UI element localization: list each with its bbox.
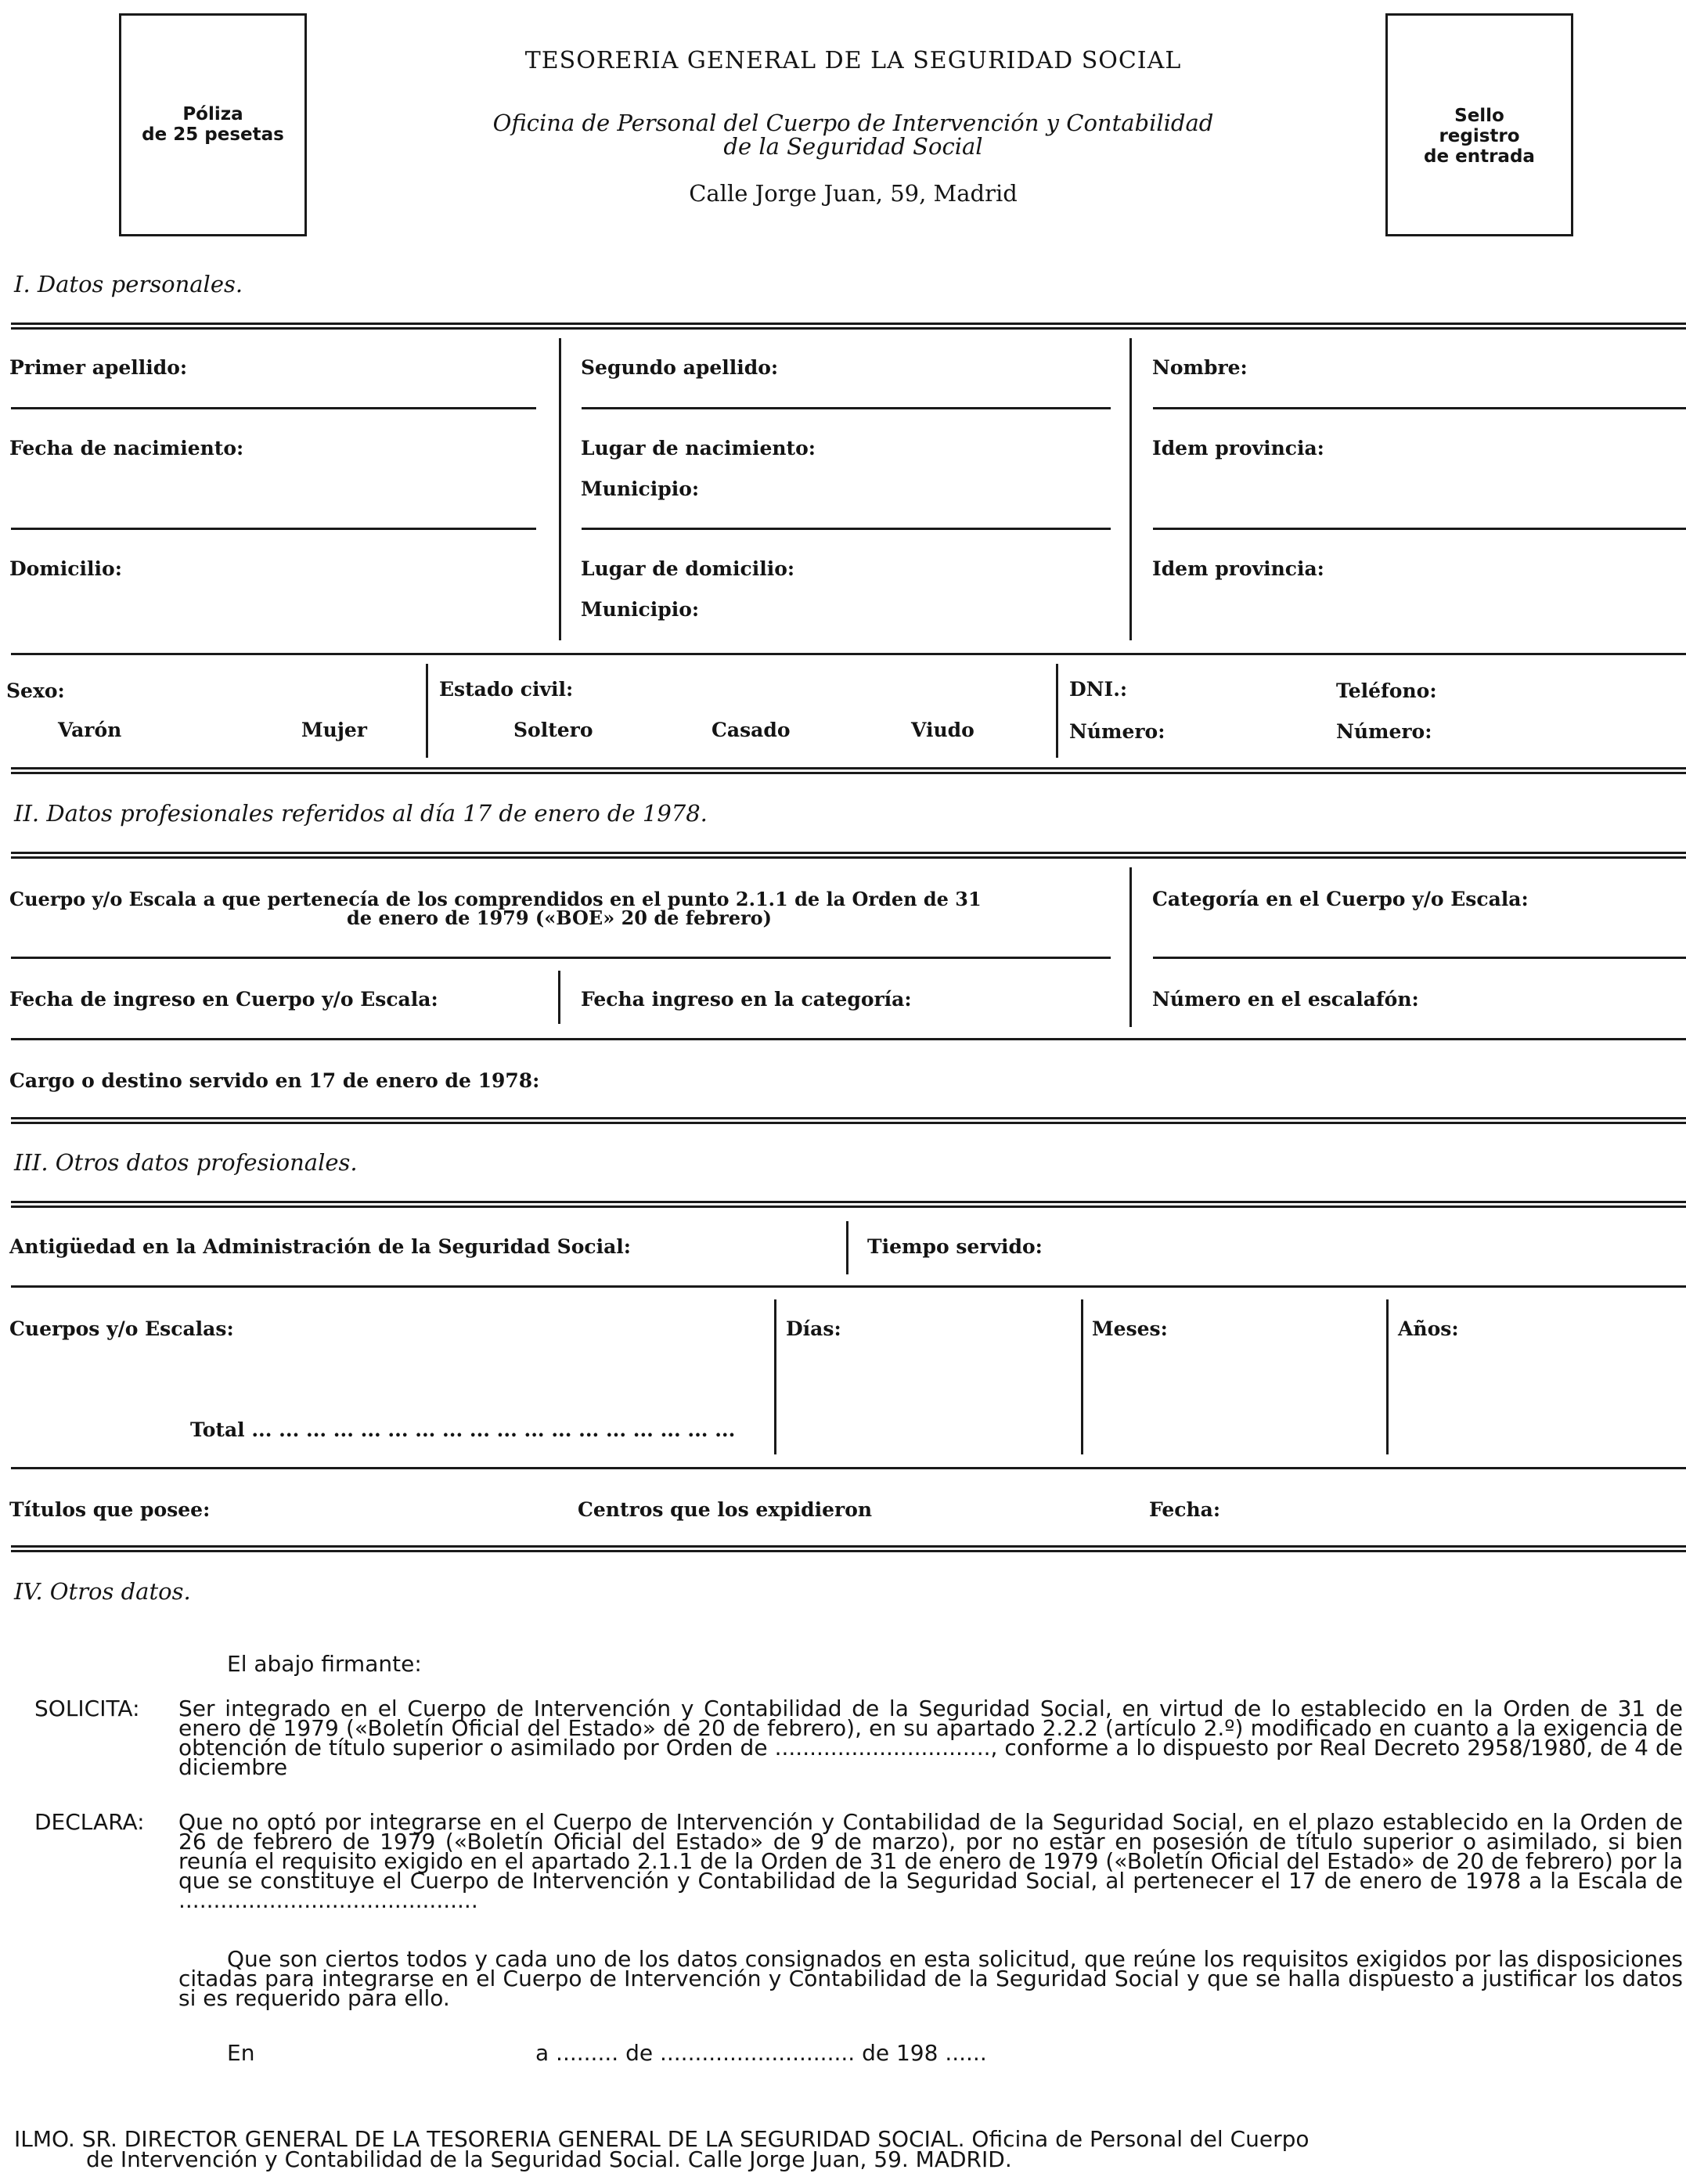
idem-provincia-nac-label: Idem provincia: bbox=[1152, 437, 1324, 460]
tiempo-label: Tiempo servido: bbox=[867, 1235, 1043, 1258]
poliza-text-1: Póliza bbox=[182, 104, 243, 124]
lugar-nacimiento-label: Lugar de nacimiento: bbox=[581, 437, 816, 460]
section-4-title: IV. Otros datos. bbox=[14, 1578, 191, 1605]
rule bbox=[11, 1285, 1686, 1288]
sello-text-2: registro bbox=[1439, 126, 1520, 146]
antiguedad-label: Antigüedad en la Administración de la Seguridad Social: bbox=[9, 1235, 632, 1258]
address: Calle Jorge Juan, 59, Madrid bbox=[689, 180, 1018, 207]
rule bbox=[11, 407, 536, 409]
fecha-nacimiento-label: Fecha de nacimiento: bbox=[9, 437, 244, 460]
declara-label: DECLARA: bbox=[34, 1809, 145, 1835]
rule bbox=[11, 653, 1686, 655]
viudo-option: Viudo bbox=[911, 719, 974, 741]
domicilio-label: Domicilio: bbox=[9, 557, 122, 580]
rule bbox=[11, 1038, 1686, 1040]
municipio-nac-label: Municipio: bbox=[581, 478, 700, 500]
rule bbox=[11, 323, 1686, 330]
rule bbox=[1153, 957, 1686, 959]
divider bbox=[846, 1221, 848, 1274]
rule bbox=[11, 957, 1111, 959]
divider bbox=[1129, 338, 1132, 640]
office-line-2: de la Seguridad Social bbox=[723, 133, 983, 160]
que-text: Que son ciertos todos y cada uno de los datos consignados en esta solicitud, que reúne los requisitos exigidos por las disposiciones citadas para integrarse en el Cuerpo de Intervención y Contabilidad de la Seguridad Social y que se halla dispuesto a justificar los datos si es requerido para ello. bbox=[178, 1946, 1683, 2011]
dni-label: DNI.: bbox=[1069, 678, 1128, 701]
section-1-title: I. Datos personales. bbox=[14, 271, 243, 297]
cuerpo-label-1: Cuerpo y/o Escala a que pertenecía de los comprendidos en el punto 2.1.1 de la Orden de 31 bbox=[9, 888, 982, 910]
rule bbox=[11, 852, 1686, 859]
categoria-label: Categoría en el Cuerpo y/o Escala: bbox=[1152, 888, 1529, 910]
rule bbox=[11, 1201, 1686, 1208]
telefono-label: Teléfono: bbox=[1336, 679, 1437, 702]
dias-label: Días: bbox=[786, 1317, 841, 1340]
municipio-dom-label: Municipio: bbox=[581, 598, 700, 621]
office-line-1: Oficina de Personal del Cuerpo de Intervención y Contabilidad bbox=[492, 110, 1214, 136]
titulos-label: Títulos que posee: bbox=[9, 1498, 211, 1521]
cuerpo-label-2: de enero de 1979 («BOE» 20 de febrero) bbox=[346, 906, 773, 929]
rule bbox=[582, 528, 1111, 530]
sello-text-3: de entrada bbox=[1424, 146, 1535, 167]
fecha-label: Fecha: bbox=[1149, 1498, 1221, 1521]
tel-numero-label: Número: bbox=[1336, 720, 1432, 743]
divider bbox=[426, 664, 428, 758]
rule bbox=[11, 1467, 1686, 1469]
segundo-apellido-label: Segundo apellido: bbox=[581, 356, 779, 379]
rule bbox=[1153, 407, 1686, 409]
casado-option: Casado bbox=[712, 719, 791, 741]
footer-line-1: ILMO. SR. DIRECTOR GENERAL DE LA TESORERIA GENERAL DE LA SEGURIDAD SOCIAL. Oficina de Personal del Cuerpo bbox=[14, 2126, 1310, 2152]
declara-text: Que no optó por integrarse en el Cuerpo de Intervención y Contabilidad de la Seguridad Social, en el plazo establecido en la Orden de 26 de febrero de 1979 («Boletín Oficial del Estado» de 9 de marzo), por no estar en posesión de título superior o asimilado, si bien reunía el requisito exigido en el apartado 2.1.1 de la Orden de 31 de enero de 1979 («Boletín Oficial del Estado» de 20 de febrero) por la que se constituye el Cuerpo de Intervención y Contabilidad de la Seguridad Social, al pertenecer el 17 de enero de 1978 a la Escala de ........................................... bbox=[178, 1809, 1683, 1913]
divider bbox=[558, 971, 560, 1024]
primer-apellido-label: Primer apellido: bbox=[9, 356, 188, 379]
sello-box bbox=[1385, 13, 1573, 236]
rule bbox=[1153, 528, 1686, 530]
rule bbox=[11, 528, 536, 530]
divider bbox=[559, 338, 561, 640]
centros-label: Centros que los expidieron bbox=[578, 1498, 873, 1521]
anos-label: Años: bbox=[1398, 1317, 1459, 1340]
divider bbox=[1081, 1299, 1083, 1454]
fecha-a: a ......... de ............................ de 198 ...... bbox=[535, 2040, 987, 2066]
fecha-ingreso-cat-label: Fecha ingreso en la categoría: bbox=[581, 988, 912, 1011]
rule bbox=[11, 1117, 1686, 1124]
meses-label: Meses: bbox=[1092, 1317, 1168, 1340]
footer-line-2: de Intervención y Contabilidad de la Seguridad Social. Calle Jorge Juan, 59. MADRID. bbox=[86, 2146, 1012, 2172]
poliza-text-2: de 25 pesetas bbox=[142, 124, 284, 145]
divider bbox=[774, 1299, 776, 1454]
estado-civil-label: Estado civil: bbox=[439, 678, 574, 701]
section-2-title: II. Datos profesionales referidos al día 17 de enero de 1978. bbox=[14, 800, 708, 827]
lugar-domicilio-label: Lugar de domicilio: bbox=[581, 557, 795, 580]
dni-numero-label: Número: bbox=[1069, 720, 1165, 743]
sexo-label: Sexo: bbox=[6, 679, 65, 702]
solicita-label: SOLICITA: bbox=[34, 1696, 140, 1721]
numero-escalafon-label: Número en el escalafón: bbox=[1152, 988, 1419, 1011]
rule bbox=[582, 407, 1111, 409]
sello-text-1: Sello bbox=[1454, 106, 1504, 126]
cuerpos-label: Cuerpos y/o Escalas: bbox=[9, 1317, 234, 1340]
cargo-label: Cargo o destino servido en 17 de enero de 1978: bbox=[9, 1069, 540, 1092]
divider bbox=[1056, 664, 1058, 758]
section-3-title: III. Otros datos profesionales. bbox=[14, 1149, 358, 1176]
rule bbox=[11, 767, 1686, 774]
varon-option: Varón bbox=[58, 719, 122, 741]
firmante-text: El abajo firmante: bbox=[227, 1651, 422, 1677]
mujer-option: Mujer bbox=[301, 719, 367, 741]
divider bbox=[1129, 867, 1132, 1027]
org-title: TESORERIA GENERAL DE LA SEGURIDAD SOCIAL bbox=[524, 47, 1182, 74]
soltero-option: Soltero bbox=[513, 719, 593, 741]
divider bbox=[1386, 1299, 1389, 1454]
poliza-box bbox=[119, 13, 307, 236]
rule bbox=[11, 1545, 1686, 1552]
nombre-label: Nombre: bbox=[1152, 356, 1248, 379]
fecha-en: En bbox=[227, 2040, 255, 2066]
solicita-text: Ser integrado en el Cuerpo de Intervención y Contabilidad de la Seguridad Social, en virtud de lo establecido en la Orden de 31 de enero de 1979 («Boletín Oficial del Estado» de 20 de febrero), en su apartado 2.2.2 (artículo 2.º) modificado en cuanto a la exigencia de obtención de título superior o asimilado por Orden de ..............................., conforme a lo dispuesto por Real Decreto 2958/1980, de 4 de diciembre bbox=[178, 1696, 1683, 1780]
total-label: Total ... ... ... ... ... ... ... ... ... ... ... ... ... ... ... ... ... ... bbox=[190, 1418, 736, 1441]
idem-provincia-dom-label: Idem provincia: bbox=[1152, 557, 1324, 580]
fecha-ingreso-label: Fecha de ingreso en Cuerpo y/o Escala: bbox=[9, 988, 438, 1011]
